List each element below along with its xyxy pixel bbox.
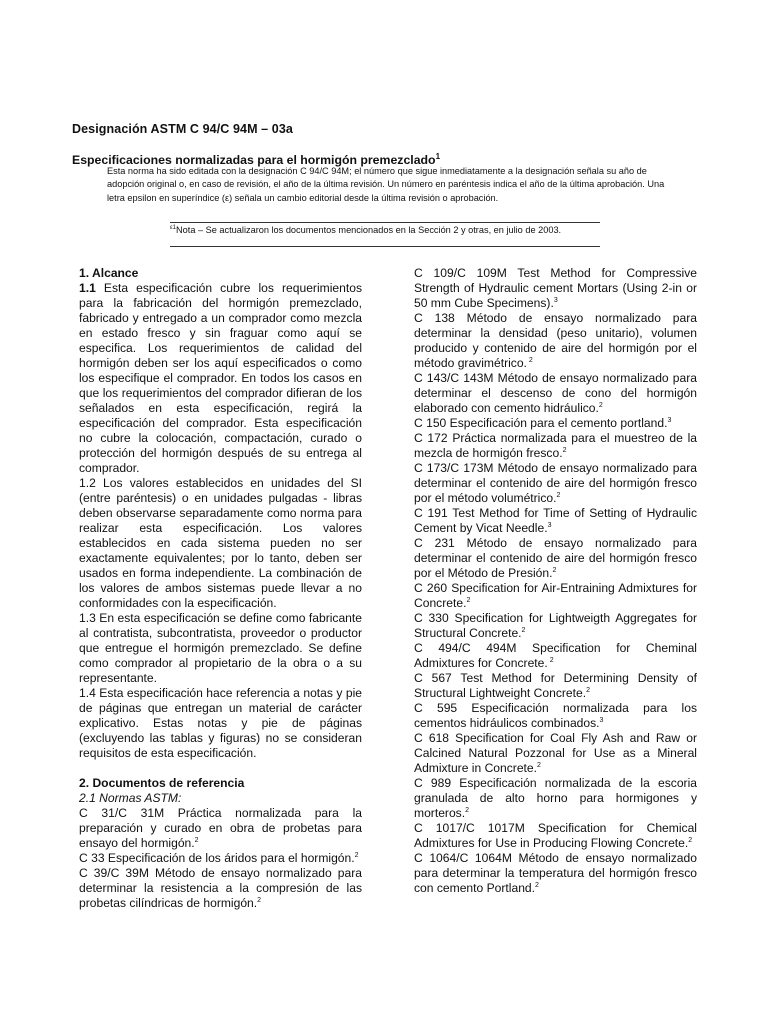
reference-item xyxy=(79,851,362,866)
reference-footnote-mark: 3 xyxy=(553,296,558,304)
reference-text: C 260 Specification for Air-Entraining Admixtures for Concrete. xyxy=(414,581,697,610)
reference-footnote-mark: 2 xyxy=(556,491,561,499)
section-heading-references: 2. Documentos de referencia xyxy=(79,776,245,790)
reference-text: C 595 Especificación normalizada para los cementos hidráulicos combinados. xyxy=(414,701,697,730)
reference-text: C 150 Especificación para el cemento portland. xyxy=(414,416,668,430)
reference-footnote-mark: 2 xyxy=(537,761,541,769)
reference-text: C 33 Especificación de los áridos para el hormigón. xyxy=(79,851,355,865)
reference-footnote-mark: 2 xyxy=(586,686,590,694)
reference-item xyxy=(414,416,697,431)
reference-item xyxy=(414,641,697,671)
reference-footnote-mark: 2 xyxy=(562,446,567,454)
reference-footnote-mark: 2 xyxy=(194,836,199,844)
intro-note: Esta norma ha sido editada con la designación C 94/C 94M; el número que sigue inmediatamente a la designación señala su año de adopción original o, en caso de revisión, el año de la última revisión. Un número en paréntesis indica el año de la última aprobación. Una letra epsilon en superíndice (ε) señala un cambio editorial desde la última revisión o aprobación. xyxy=(107,166,665,203)
right-column xyxy=(414,266,697,896)
paragraph-1-1-number: 1.1 xyxy=(79,281,96,295)
paragraph-1-1-text: Esta especificación cubre los requerimientos para la fabricación del hormigón premezclado, fabricado y entregado a un comprador como mezcla en estado fresco y sin fraguar como aquí se especifica. Los requerimientos de calidad del hormigón deben ser los aquí especificados o como los especifique el comprador. En todos los casos en que los requerimientos del comprador difieran de los señalados en esta especificación, regirá la especificación del comprador. Esta especificación no cubre la colocación, compactación, curado o protección del hormigón después de su entrega al comprador. xyxy=(79,281,362,475)
reference-footnote-mark: 3 xyxy=(547,521,552,529)
reference-text: C 618 Specification for Coal Fly Ash and Raw or Calcined Natural Pozzonal for Use as a Mineral Admixture in Concrete. xyxy=(414,731,697,775)
reference-footnote-mark: 3 xyxy=(667,416,672,424)
reference-footnote-mark: 2 xyxy=(521,626,526,634)
reference-text: C 1017/C 1017M Specification for Chemical Admixtures for Use in Producing Flowing Concrete. xyxy=(414,821,697,850)
reference-item xyxy=(414,581,697,611)
reference-item xyxy=(414,461,697,506)
left-column xyxy=(79,266,362,911)
reference-item xyxy=(79,806,362,851)
reference-text: C 172 Práctica normalizada para el muestreo de la mezcla de hormigón fresco. xyxy=(414,431,697,460)
reference-text: C 109/C 109M Test Method for Compressive Strength of Hydraulic cement Mortars (Using 2-in or 50 mm Cube Specimens). xyxy=(414,266,697,310)
reference-footnote-mark: 2 xyxy=(688,836,693,844)
reference-text: C 567 Test Method for Determining Density of Structural Lightweight Concrete. xyxy=(414,671,697,700)
left-reference-list xyxy=(79,806,362,911)
reference-text: C 330 Specification for Lightweigth Aggregates for Structural Concrete. xyxy=(414,611,697,640)
reference-item xyxy=(414,266,697,311)
designation: Designación ASTM C 94/C 94M – 03a xyxy=(72,122,293,136)
reference-item xyxy=(414,371,697,416)
reference-text: C 143/C 143M Método de ensayo normalizado para determinar el descenso de cono del hormigón elaborado con cemento hidráulico. xyxy=(414,371,697,415)
reference-footnote-mark: 2 xyxy=(552,566,557,574)
reference-item xyxy=(414,731,697,776)
reference-text: C 494/C 494M Specification for Cheminal Admixtures for Concrete. xyxy=(414,641,697,670)
reference-footnote-mark: 2 xyxy=(526,356,533,364)
reference-text: C 138 Método de ensayo normalizado para determinar la densidad (peso unitario), volumen producido y contenido de aire del hormigón por el método gravimétrico. xyxy=(414,311,697,370)
document-title-text: Especificaciones normalizadas para el hormigón premezclado xyxy=(72,153,436,168)
editorial-note xyxy=(170,225,610,235)
reference-footnote-mark: 2 xyxy=(598,401,603,409)
reference-text: C 173/C 173M Método de ensayo normalizado para determinar el contenido de aire del hormigón fresco por el método volumétrico. xyxy=(414,461,697,505)
reference-text: C 191 Test Method for Time of Setting of Hydraulic Cement by Vicat Needle. xyxy=(414,506,697,535)
reference-item xyxy=(414,821,697,851)
subsection-astm-standards: 2.1 Normas ASTM: xyxy=(79,791,182,805)
reference-footnote-mark: 2 xyxy=(466,596,471,604)
reference-item xyxy=(414,311,697,371)
note-top-rule xyxy=(170,222,600,223)
reference-item xyxy=(414,611,697,641)
reference-text: C 31/C 31M Práctica normalizada para la preparación y curado en obra de probetas para ensayo del hormigón. xyxy=(79,806,362,850)
reference-item xyxy=(414,506,697,536)
reference-footnote-mark: 3 xyxy=(599,716,604,724)
reference-footnote-mark: 2 xyxy=(465,806,469,814)
editorial-note-mark: ε1 xyxy=(170,225,177,231)
paragraph-1-1 xyxy=(79,281,362,476)
right-reference-list xyxy=(414,266,697,896)
reference-text: C 1064/C 1064M Método de ensayo normalizado para determinar la temperatura del hormigón fresco con cemento Portland. xyxy=(414,851,697,895)
reference-item xyxy=(414,776,697,821)
reference-item xyxy=(79,866,362,911)
reference-text: C 39/C 39M Método de ensayo normalizado para determinar la resistencia a la compresión de las probetas cilíndricas de hormigón. xyxy=(79,866,362,910)
editorial-note-text: Nota – Se actualizaron los documentos mencionados en la Sección 2 y otras, en julio de 2003. xyxy=(176,225,562,236)
title-footnote-mark: 1 xyxy=(435,152,441,161)
reference-item xyxy=(414,536,697,581)
reference-footnote-mark: 2 xyxy=(257,896,262,904)
reference-item xyxy=(414,671,697,701)
section-heading-scope: 1. Alcance xyxy=(79,266,139,280)
paragraph-1-3: 1.3 En esta especificación se define como fabricante al contratista, subcontratista, proveedor o productor que entregue el hormigón premezclado. Se define como comprador al propietario de la obra o a su representante. xyxy=(79,611,362,685)
reference-text: C 989 Especificación normalizada de la escoria granulada de alto horno para hormigones y morteros. xyxy=(414,776,697,820)
note-bottom-rule xyxy=(170,246,600,247)
paragraph-1-4: 1.4 Esta especificación hace referencia a notas y pie de páginas que entregan un material de carácter explicativo. Estas notas y pie de páginas (excluyendo las tablas y figuras) no se consideran requisitos de esta especificación. xyxy=(79,686,362,760)
reference-text: C 231 Método de ensayo normalizado para determinar el contenido de aire del hormigón fresco por el Método de Presión. xyxy=(414,536,697,580)
paragraph-1-2: 1.2 Los valores establecidos en unidades del SI (entre paréntesis) o en unidades pulgadas - libras deben observarse separadamente como norma para realizar esta especificación. Los valores establecidos en cada sistema pueden no ser exactamente equivalentes; por lo tanto, deben ser usados en forma independiente. La combinación de los valores de ambos sistemas puede llevar a no conformidades con la especificación. xyxy=(79,476,362,610)
reference-item xyxy=(414,431,697,461)
reference-footnote-mark: 2 xyxy=(535,881,539,889)
reference-footnote-mark: 2 xyxy=(354,851,359,859)
reference-footnote-mark: 2 xyxy=(547,656,554,664)
reference-item xyxy=(414,701,697,731)
reference-item xyxy=(414,851,697,896)
